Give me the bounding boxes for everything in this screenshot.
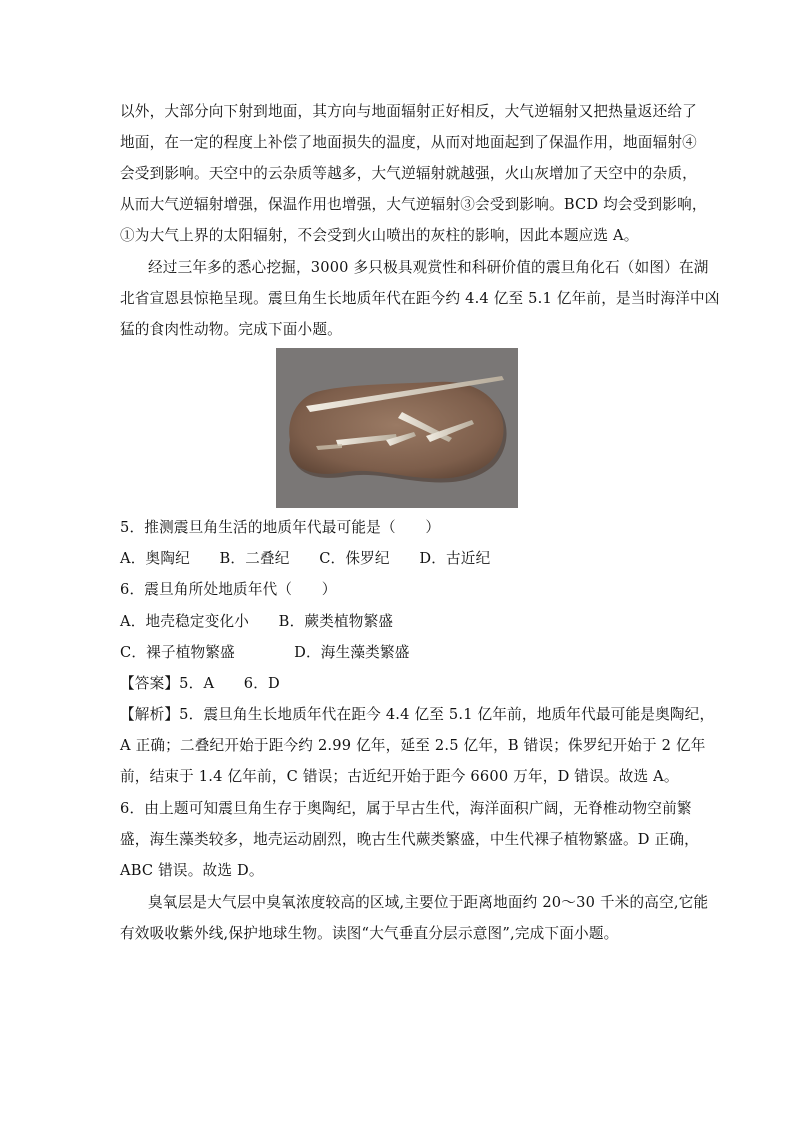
analysis-line-1: 【解析】5．震旦角生长地质年代在距今 4.4 亿至 5.1 亿年前，地质年代最可能是奥陶纪，: [120, 706, 715, 723]
analysis-line-3: 前，结束于 1.4 亿年前，C 错误；古近纪开始于距今 6600 万年，D 错误。故选 A。: [120, 768, 679, 785]
question-5-options: A．奥陶纪 B．二叠纪 C．侏罗纪 D．古近纪: [120, 550, 491, 567]
analysis-line-5: 盛，海生藻类较多，地壳运动剧烈，晚古生代蕨类繁盛，中生代裸子植物繁盛。D 正确，: [120, 831, 699, 848]
paragraph3-line-1: 臭氧层是大气层中臭氧浓度较高的区域,主要位于距离地面约 20～30 千米的高空,它能: [148, 894, 709, 911]
paragraph2-line-3: 猛的食肉性动物。完成下面小题。: [120, 321, 342, 338]
paragraph1-line-3: 会受到影响。天空中的云杂质等越多，大气逆辐射就越强，火山灰增加了天空中的杂质，: [120, 165, 697, 182]
paragraph1-line-1: 以外，大部分向下射到地面，其方向与地面辐射正好相反，大气逆辐射又把热量返还给了: [120, 103, 697, 120]
answer-line: 【答案】5．A 6．D: [120, 675, 280, 692]
fossil-image: [276, 348, 518, 508]
question-6-options-row-2: C．裸子植物繁盛 D．海生藻类繁盛: [120, 644, 410, 661]
fossil-illustration: [276, 348, 518, 508]
analysis-line-2: A 正确；二叠纪开始于距今约 2.99 亿年，延至 2.5 亿年，B 错误；侏罗纪开始于 2 亿年: [120, 737, 706, 754]
analysis-line-4: 6．由上题可知震旦角生存于奥陶纪，属于早古生代，海洋面积广阔，无脊椎动物空前繁: [120, 800, 692, 817]
paragraph1-line-5: ①为大气上界的太阳辐射，不会受到火山喷出的灰柱的影响，因此本题应选 A。: [120, 227, 639, 244]
paragraph1-line-4: 从而大气逆辐射增强，保温作用也增强，大气逆辐射③会受到影响。BCD 均会受到影响，: [120, 196, 707, 213]
paragraph2-line-2: 北省宣恩县惊艳呈现。震旦角生长地质年代在距今约 4.4 亿至 5.1 亿年前，是当时海洋中凶: [120, 290, 720, 307]
question-6-stem: 6．震旦角所处地质年代（ ）: [120, 581, 337, 598]
paragraph3-line-2: 有效吸收紫外线,保护地球生物。读图“大气垂直分层示意图”,完成下面小题。: [120, 925, 619, 942]
question-6-options-row-1: A．地壳稳定变化小 B．蕨类植物繁盛: [120, 613, 394, 630]
analysis-line-6: ABC 错误。故选 D。: [120, 862, 264, 879]
question-5-stem: 5．推测震旦角生活的地质年代最可能是（ ）: [120, 519, 441, 536]
paragraph2-line-1: 经过三年多的悉心挖掘，3000 多只极具观赏性和科研价值的震旦角化石（如图）在湖: [148, 259, 709, 276]
paragraph1-line-2: 地面，在一定的程度上补偿了地面损失的温度，从而对地面起到了保温作用，地面辐射④: [120, 134, 697, 151]
